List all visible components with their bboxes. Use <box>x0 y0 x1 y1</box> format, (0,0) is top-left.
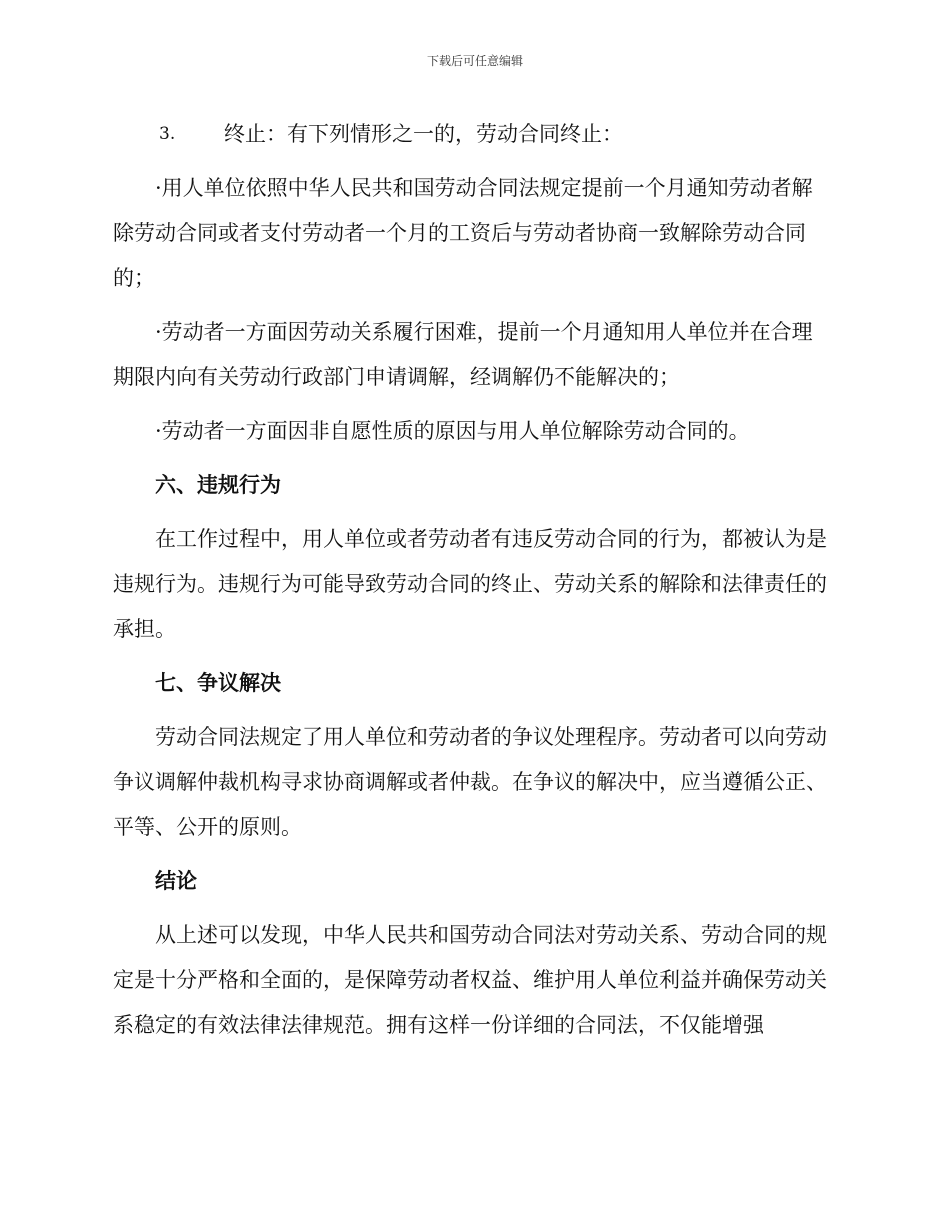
bullet-paragraph-3: ·劳动者一方面因非自愿性质的原因与用人单位解除劳动合同的。 <box>155 419 750 443</box>
bullet-paragraph-1: ·用人单位依照中华人民共和国劳动合同法规定提前一个月通知劳动者解除劳动合同或者支付劳动者一个月的工资后与劳动者协商一致解除劳动合同的； <box>113 176 813 290</box>
page-header: 下载后可任意编辑 <box>426 54 523 68</box>
item-text: 终止：有下列情形之一的，劳动合同终止： <box>224 122 623 146</box>
document-body <box>113 112 833 1057</box>
bullet-paragraph-2: ·劳动者一方面因劳动关系履行困难，提前一个月通知用人单位并在合理期限内向有关劳动行政部门申请调解，经调解仍不能解决的； <box>113 320 813 389</box>
section-paragraph-7: 劳动合同法规定了用人单位和劳动者的争议处理程序。劳动者可以向劳动争议调解仲裁机构寻求协商调解或者仲裁。在争议的解决中，应当遵循公正、平等、公开的原则。 <box>113 725 827 839</box>
section-paragraph-6: 在工作过程中，用人单位或者劳动者有违反劳动合同的行为，都被认为是违规行为。违规行为可能导致劳动合同的终止、劳动关系的解除和法律责任的承担。 <box>113 527 827 641</box>
conclusion-heading: 结论 <box>155 869 197 893</box>
conclusion-paragraph: 从上述可以发现，中华人民共和国劳动合同法对劳动关系、劳动合同的规定是十分严格和全面的，是保障劳动者权益、维护用人单位利益并确保劳动关系稳定的有效法律法律规范。拥有这样一份详细的合同法，不仅能增强 <box>113 923 827 1037</box>
section-heading-6: 六、违规行为 <box>155 473 281 497</box>
list-item-3 <box>113 112 833 157</box>
section-heading-7: 七、争议解决 <box>155 671 281 695</box>
item-number: 3. <box>159 124 176 144</box>
